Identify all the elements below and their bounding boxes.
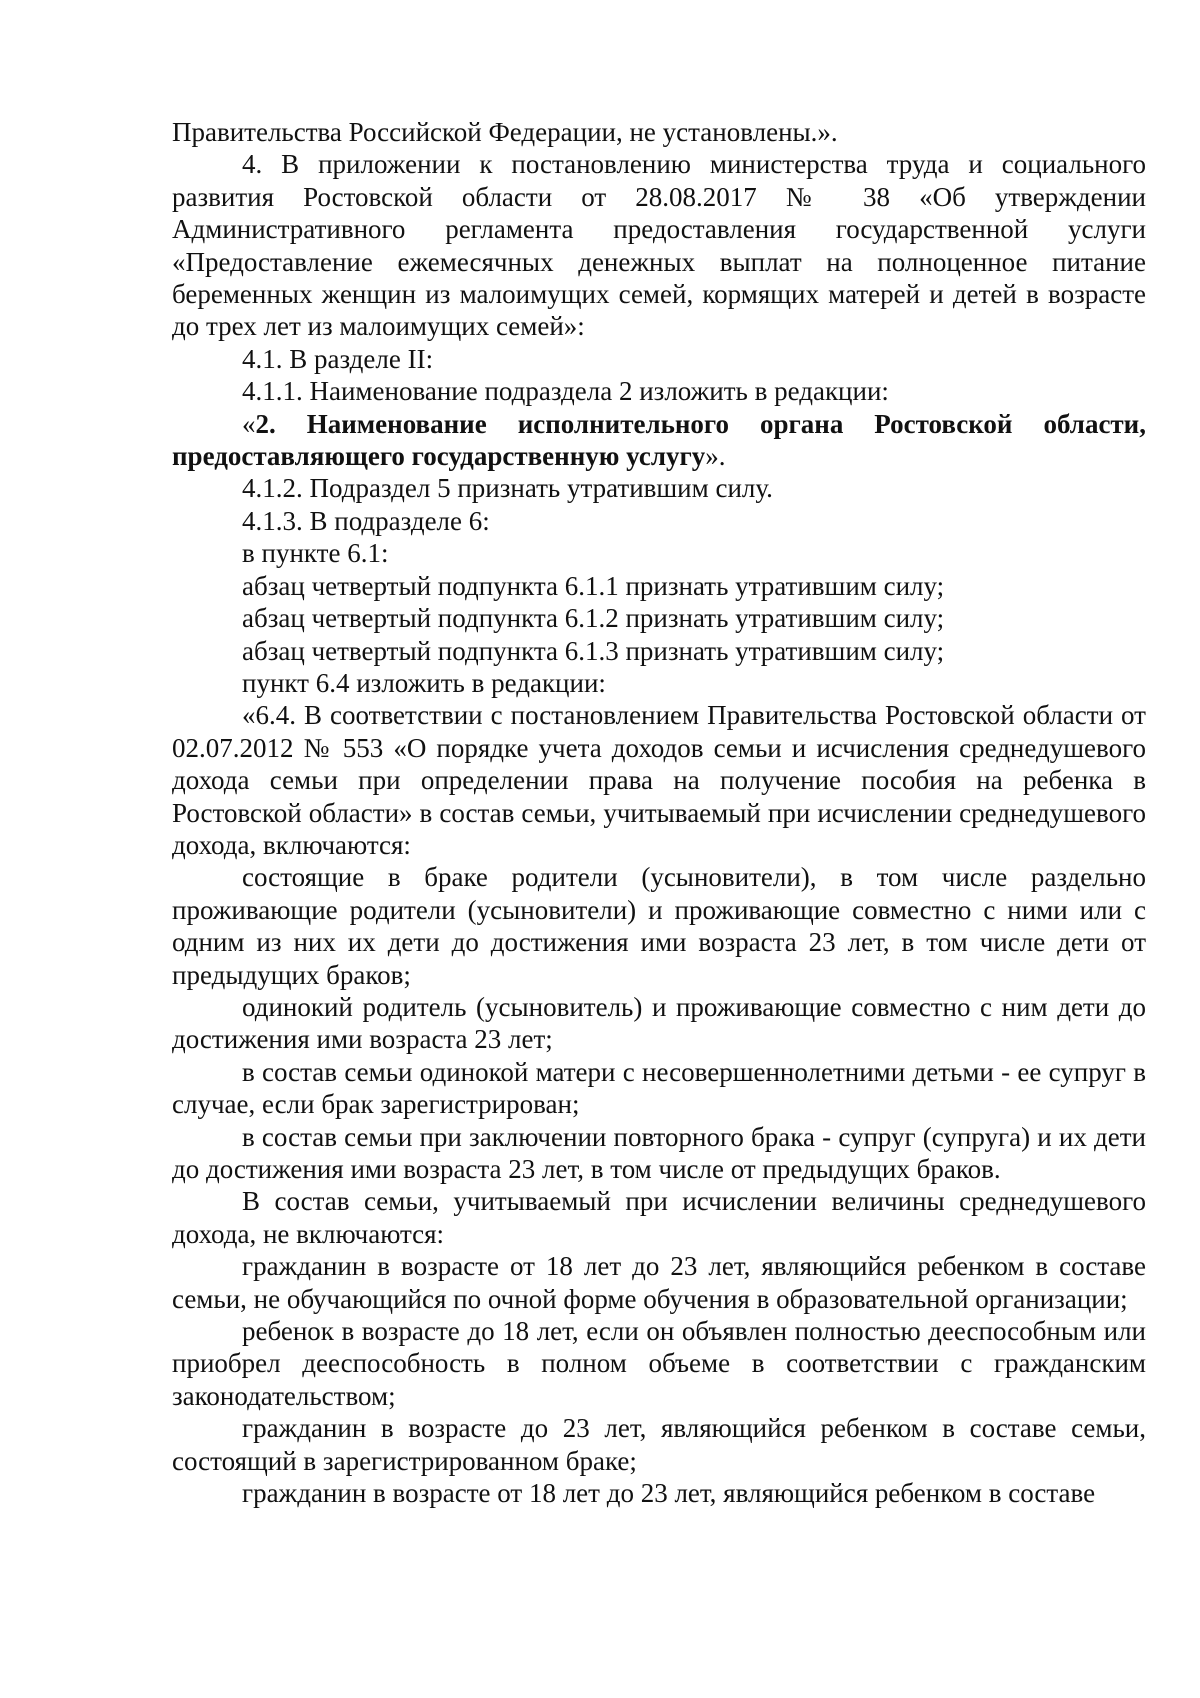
paragraph: абзац четвертый подпункта 6.1.2 признать утратившим силу; <box>242 603 945 634</box>
subsection-title-paragraph <box>172 408 1146 473</box>
paragraph: 4.1.3. В подразделе 6: <box>242 505 490 536</box>
paragraph: В состав семьи, учитываемый при исчислении величины среднедушевого дохода, не включаются: <box>172 1186 1146 1249</box>
paragraph: в пункте 6.1: <box>242 538 389 569</box>
paragraph: 4.1. В разделе II: <box>242 343 434 374</box>
paragraph: одинокий родитель (усыновитель) и проживающие совместно с ним дети до достижения ими возраста 23 лет; <box>172 991 1146 1055</box>
paragraph: гражданин в возрасте до 23 лет, являющийся ребенком в составе семьи, состоящий в зарегистрированном браке; <box>172 1413 1146 1476</box>
paragraph: в состав семьи одинокой матери с несовершеннолетними детьми - ее супруг в случае, если брак зарегистрирован; <box>172 1056 1146 1120</box>
paragraph: 4. В приложении к постановлению министерства труда и социального развития Ростовской области от 28.08.2017 № 38 «Об утверждении Административного регламента предоставления государственной услуги «Предоставление ежемесячных денежных выплат на полноценное питание беременных женщин из малоимущих семей, кормящих матерей и детей в возрасте до трех лет из малоимущих семей»: <box>172 149 1146 342</box>
paragraph: абзац четвертый подпункта 6.1.1 признать утратившим силу; <box>242 570 945 601</box>
paragraph: 4.1.2. Подраздел 5 признать утратившим силу. <box>242 473 773 504</box>
paragraph: гражданин в возрасте от 18 лет до 23 лет, являющийся ребенком в составе <box>242 1478 1096 1509</box>
document-page <box>172 116 1146 1509</box>
subsection-title: 2. Наименование исполнительного органа Ростовской области, предоставляющего государственную услугу <box>172 408 1146 472</box>
paragraph: в состав семьи при заключении повторного брака - супруг (супруга) и их дети до достижения ими возраста 23 лет, в том числе от предыдущих браков. <box>172 1121 1146 1184</box>
paragraph: Правительства Российской Федерации, не установлены.». <box>172 117 838 147</box>
paragraph: 4.1.1. Наименование подраздела 2 изложить в редакции: <box>242 376 889 407</box>
paragraph: состоящие в браке родители (усыновители), в том числе раздельно проживающие родители (усыновители) и проживающие совместно с ними или с одним из них их дети до достижения ими возраста 23 лет, в том числе дети от предыдущих браков; <box>172 862 1146 990</box>
paragraph: гражданин в возрасте от 18 лет до 23 лет, являющийся ребенком в составе семьи, не обучающийся по очной форме обучения в образовательной организации; <box>172 1251 1146 1314</box>
paragraph: пункт 6.4 изложить в редакции: <box>242 667 606 698</box>
paragraph: «6.4. В соответствии с постановлением Правительства Ростовской области от 02.07.2012 № 553 «О порядке учета доходов семьи и исчисления среднедушевого дохода семьи при определении права на получение пособия на ребенка в Ростовской области» в состав семьи, учитываемый при исчислении среднедушевого дохода, включаются: <box>172 700 1146 860</box>
open-quote: « <box>242 408 256 439</box>
paragraph: абзац четвертый подпункта 6.1.3 признать утратившим силу; <box>242 635 945 666</box>
close-quote: ». <box>705 441 726 472</box>
paragraph: ребенок в возрасте до 18 лет, если он объявлен полностью дееспособным или приобрел дееспособность в полном объеме в соответствии с гражданским законодательством; <box>172 1316 1146 1411</box>
